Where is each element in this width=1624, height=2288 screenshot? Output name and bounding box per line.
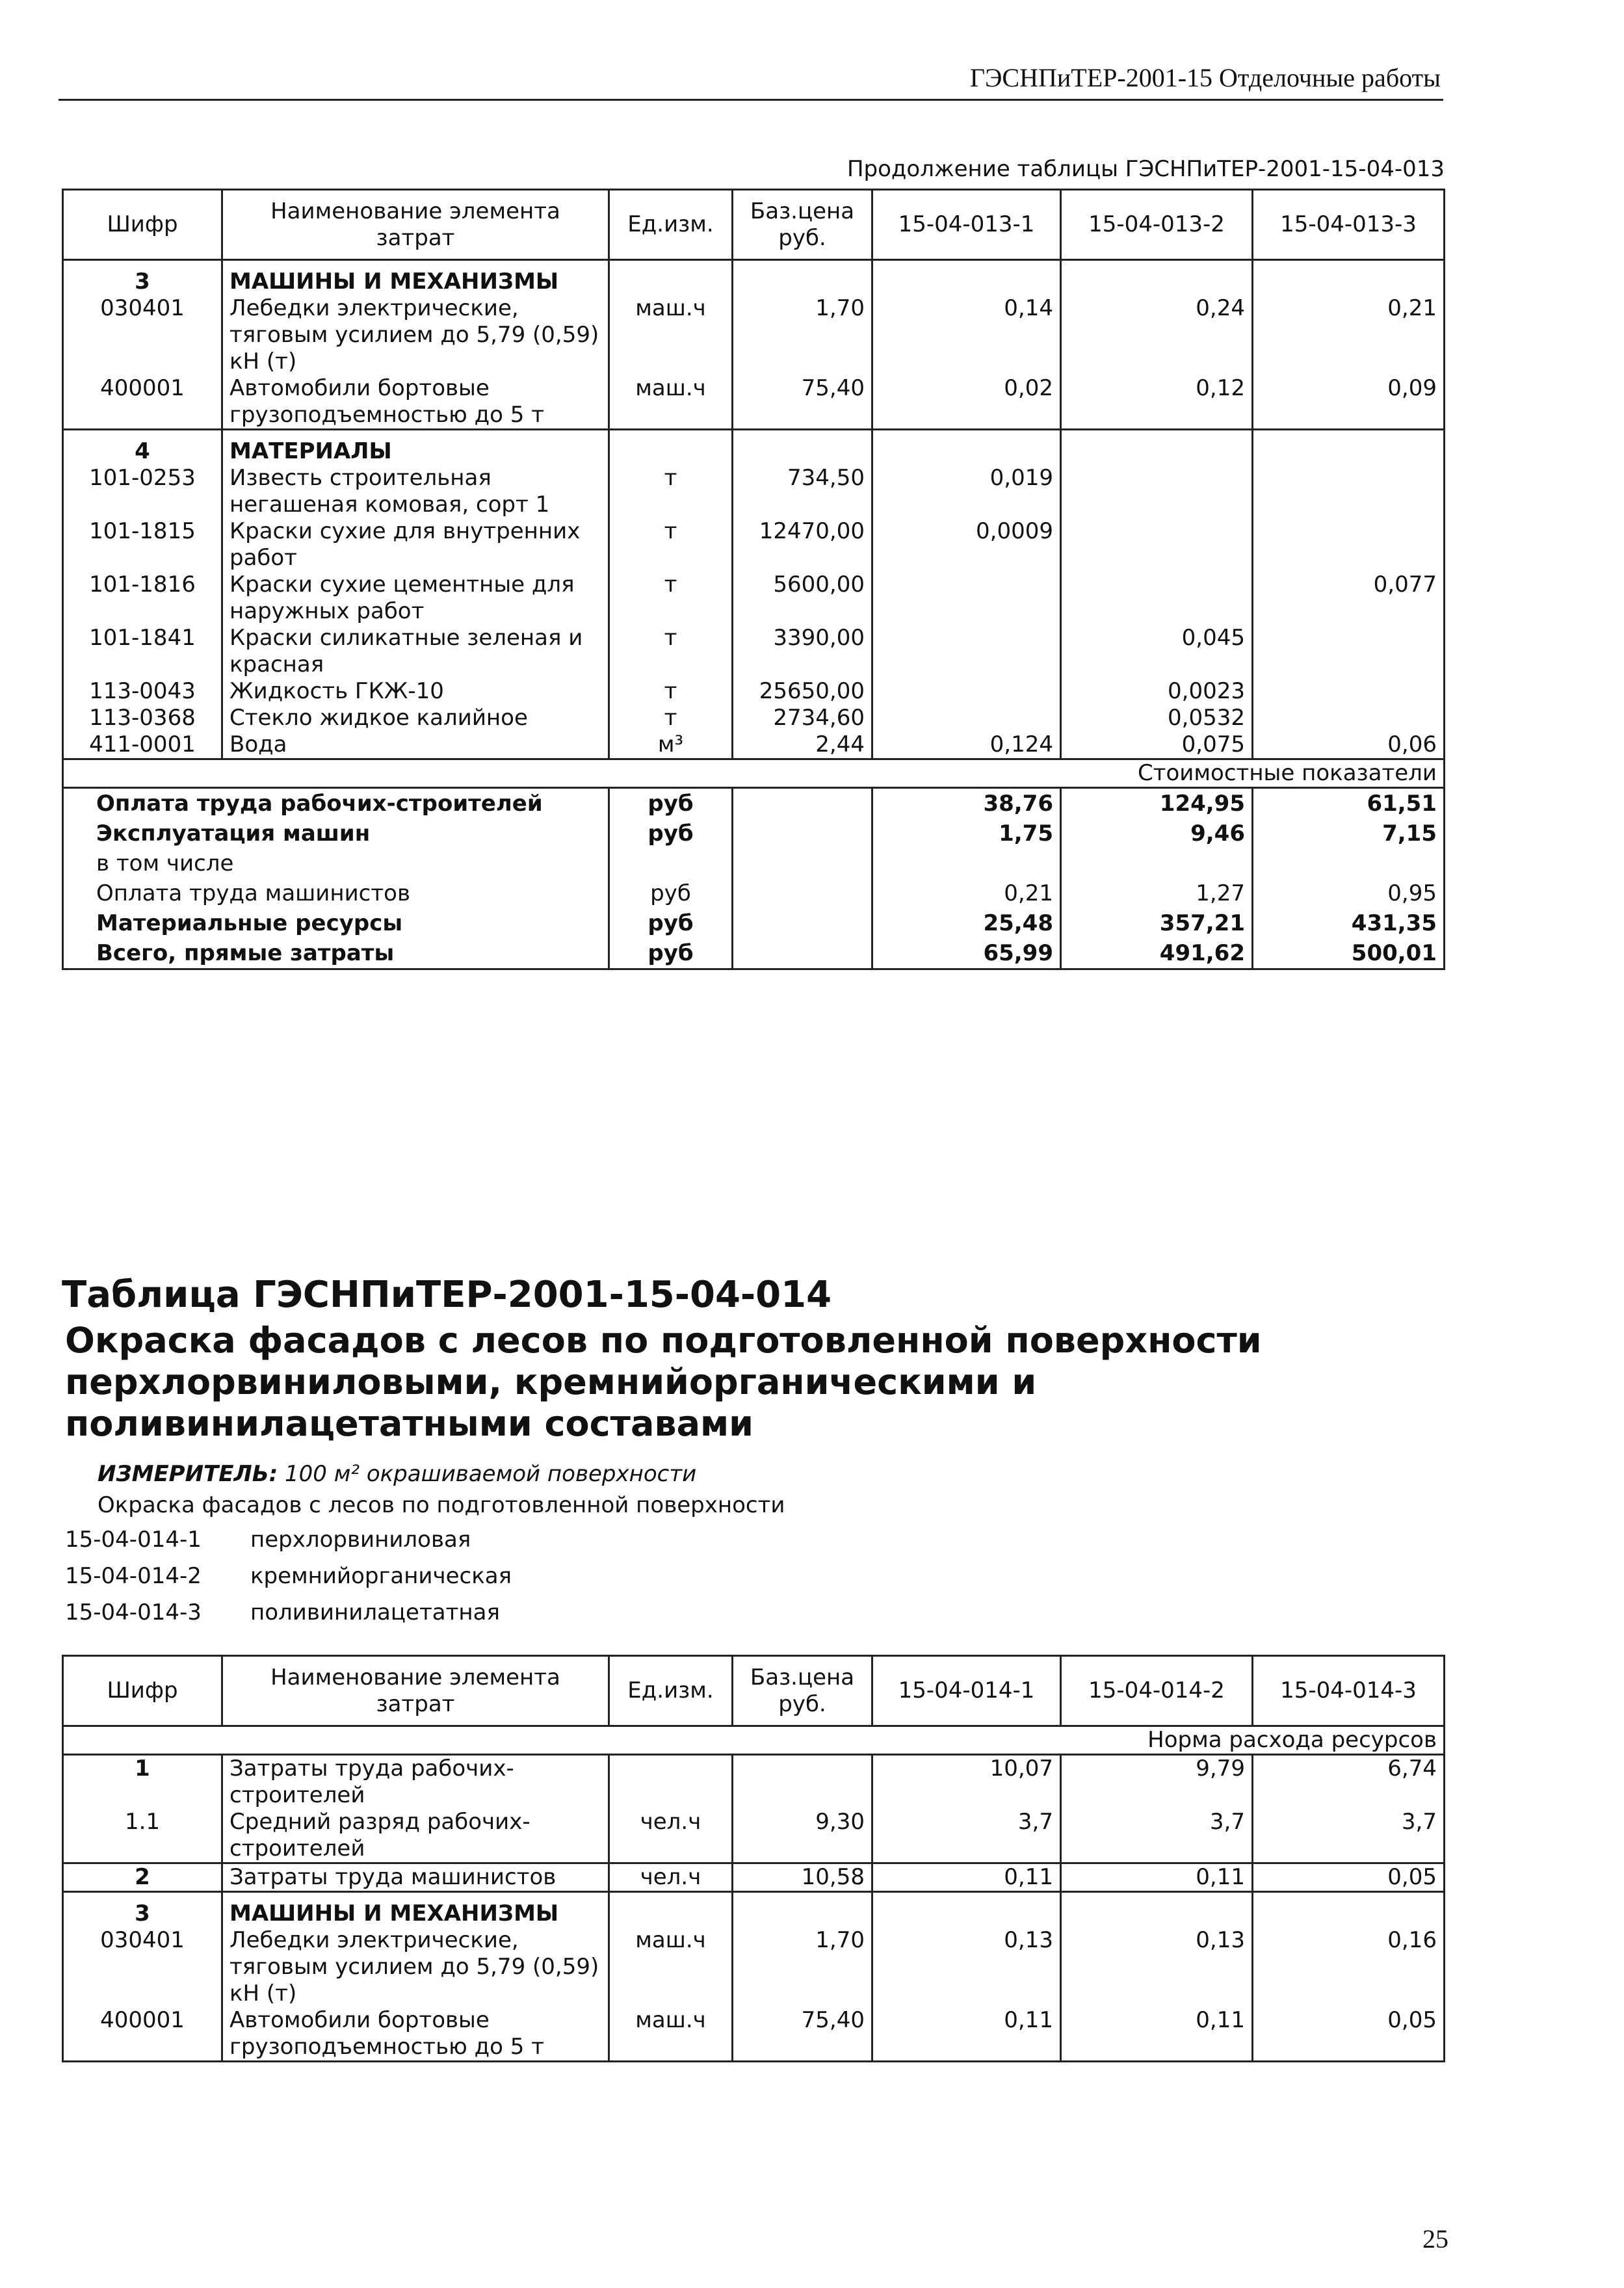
row-value: 0,045 — [1061, 625, 1253, 678]
row-unit: чел.ч — [609, 1863, 733, 1892]
row-value — [1061, 430, 1253, 466]
row-value: 10,07 — [872, 1755, 1061, 1809]
row-value: 0,09 — [1253, 375, 1445, 430]
code-item — [65, 1521, 512, 1558]
table-row — [63, 1755, 1445, 1809]
row-price: 25650,00 — [733, 678, 872, 705]
row-code: 030401 — [63, 1927, 222, 2007]
cost-price — [733, 908, 872, 938]
cost-value: 61,51 — [1253, 788, 1445, 819]
column-header: 15-04-014-3 — [1253, 1656, 1445, 1726]
row-value — [1253, 1892, 1445, 1928]
page-number: 25 — [1422, 2224, 1448, 2254]
cost-row — [63, 878, 1445, 908]
measure-value: 100 м² окрашиваемой поверхности — [285, 1461, 697, 1487]
code-item — [65, 1558, 512, 1594]
row-unit — [609, 430, 733, 466]
column-header: Баз.цена руб. — [733, 190, 872, 260]
cost-price — [733, 878, 872, 908]
row-name: Жидкость ГКЖ-10 — [222, 678, 609, 705]
column-header: 15-04-013-3 — [1253, 190, 1445, 260]
row-unit: т — [609, 572, 733, 625]
cost-value: 0,21 — [872, 878, 1061, 908]
resource-table-014 — [62, 1655, 1445, 2062]
row-name: Вода — [222, 731, 609, 759]
row-unit: маш.ч — [609, 1927, 733, 2007]
row-name: Лебедки электрические, тяговым усилием до 5,79 (0,59) кН (т) — [222, 295, 609, 375]
table-subtitle: Окраска фасадов с лесов по подготовленной поверхности перхлорвиниловыми, кремнийорганическими и поливинилацетатными составами — [65, 1320, 1262, 1444]
cost-name: Эксплуатация машин — [63, 819, 609, 848]
row-unit: чел.ч — [609, 1809, 733, 1863]
cost-price — [733, 848, 872, 878]
row-price: 10,58 — [733, 1863, 872, 1892]
row-unit: т — [609, 678, 733, 705]
row-code: 101-0253 — [63, 465, 222, 518]
row-value — [1061, 1892, 1253, 1928]
cost-name: Материальные ресурсы — [63, 908, 609, 938]
row-unit — [609, 1892, 733, 1928]
row-value: 0,12 — [1061, 375, 1253, 430]
row-unit: маш.ч — [609, 2007, 733, 2062]
cost-row — [63, 908, 1445, 938]
column-header: Шифр — [63, 1656, 222, 1726]
row-price — [733, 430, 872, 466]
cost-value: 9,46 — [1061, 819, 1253, 848]
cost-row — [63, 848, 1445, 878]
section-row — [63, 260, 1445, 296]
table-header-row — [63, 1656, 1445, 1726]
table-row — [63, 1927, 1445, 2007]
row-price: 734,50 — [733, 465, 872, 518]
row-name: Затраты труда машинистов — [222, 1863, 609, 1892]
row-value: 0,0532 — [1061, 705, 1253, 731]
row-code: 1 — [63, 1755, 222, 1809]
row-unit: т — [609, 705, 733, 731]
row-value: 3,7 — [1253, 1809, 1445, 1863]
row-value — [1061, 572, 1253, 625]
row-value — [872, 678, 1061, 705]
table-header-row — [63, 190, 1445, 260]
row-price: 1,70 — [733, 1927, 872, 2007]
table-row — [63, 625, 1445, 678]
row-value: 0,0009 — [872, 518, 1061, 572]
cost-value — [1253, 848, 1445, 878]
row-value: 3,7 — [872, 1809, 1061, 1863]
row-value: 0,13 — [1061, 1927, 1253, 2007]
row-name: МАШИНЫ И МЕХАНИЗМЫ — [222, 1892, 609, 1928]
table-continuation-caption: Продолжение таблицы ГЭСНПиТЕР-2001-15-04-013 — [846, 156, 1445, 182]
column-header: Наименование элемента затрат — [222, 190, 609, 260]
row-code: 113-0043 — [63, 678, 222, 705]
section-row — [63, 1892, 1445, 1928]
cost-value: 65,99 — [872, 938, 1061, 969]
cost-name: Всего, прямые затраты — [63, 938, 609, 969]
column-header: 15-04-014-1 — [872, 1656, 1061, 1726]
table-row — [63, 572, 1445, 625]
table-row — [63, 465, 1445, 518]
row-code: 3 — [63, 260, 222, 296]
row-code: 400001 — [63, 375, 222, 430]
cost-row — [63, 819, 1445, 848]
table-row — [63, 375, 1445, 430]
table-row — [63, 2007, 1445, 2062]
row-name: Затраты труда рабочих-строителей — [222, 1755, 609, 1809]
measure-label: ИЗМЕРИТЕЛЬ: — [98, 1461, 278, 1487]
row-unit: т — [609, 518, 733, 572]
norm-header: Норма расхода ресурсов — [63, 1726, 1445, 1755]
cost-value: 357,21 — [1061, 908, 1253, 938]
row-name: Краски силикатные зеленая и красная — [222, 625, 609, 678]
row-value — [1253, 625, 1445, 678]
column-header: 15-04-014-2 — [1061, 1656, 1253, 1726]
code-text: кремнийорганическая — [250, 1563, 512, 1589]
code-number: 15-04-014-3 — [65, 1599, 202, 1625]
table-row — [63, 518, 1445, 572]
row-value: 6,74 — [1253, 1755, 1445, 1809]
table-row — [63, 1863, 1445, 1892]
row-unit: т — [609, 465, 733, 518]
cost-value: 1,75 — [872, 819, 1061, 848]
row-name: Краски сухие для внутренних работ — [222, 518, 609, 572]
table-row — [63, 705, 1445, 731]
row-unit: м³ — [609, 731, 733, 759]
row-value — [1253, 705, 1445, 731]
cost-header: Стоимостные показатели — [63, 759, 1445, 788]
row-value: 0,124 — [872, 731, 1061, 759]
cost-row — [63, 938, 1445, 969]
row-unit — [609, 260, 733, 296]
cost-price — [733, 819, 872, 848]
row-price: 75,40 — [733, 2007, 872, 2062]
row-unit — [609, 1755, 733, 1809]
row-value: 0,24 — [1061, 295, 1253, 375]
cost-value — [1061, 848, 1253, 878]
row-value — [872, 572, 1061, 625]
row-unit: маш.ч — [609, 295, 733, 375]
row-code: 030401 — [63, 295, 222, 375]
cost-value — [872, 848, 1061, 878]
row-value: 0,077 — [1253, 572, 1445, 625]
row-value — [1061, 518, 1253, 572]
cost-unit: руб — [609, 938, 733, 969]
row-value — [1253, 465, 1445, 518]
row-value — [872, 705, 1061, 731]
row-value: 0,11 — [872, 1863, 1061, 1892]
work-description: Окраска фасадов с лесов по подготовленной поверхности — [98, 1492, 785, 1518]
row-price — [733, 1755, 872, 1809]
code-item — [65, 1594, 512, 1631]
cost-value: 0,95 — [1253, 878, 1445, 908]
row-value: 0,11 — [1061, 2007, 1253, 2062]
row-value: 3,7 — [1061, 1809, 1253, 1863]
row-unit: маш.ч — [609, 375, 733, 430]
row-price: 3390,00 — [733, 625, 872, 678]
row-price — [733, 260, 872, 296]
row-code: 411-0001 — [63, 731, 222, 759]
row-price: 75,40 — [733, 375, 872, 430]
row-value: 0,11 — [872, 2007, 1061, 2062]
cost-value: 7,15 — [1253, 819, 1445, 848]
column-header: Баз.цена руб. — [733, 1656, 872, 1726]
row-value: 9,79 — [1061, 1755, 1253, 1809]
row-value — [872, 430, 1061, 466]
row-name: Стекло жидкое калийное — [222, 705, 609, 731]
column-header: 15-04-013-2 — [1061, 190, 1253, 260]
running-title: ГЭСНПиТЕР-2001-15 Отделочные работы — [969, 63, 1441, 92]
row-code: 113-0368 — [63, 705, 222, 731]
row-code: 101-1816 — [63, 572, 222, 625]
row-value: 0,13 — [872, 1927, 1061, 2007]
row-value: 0,21 — [1253, 295, 1445, 375]
measure-line — [98, 1461, 696, 1487]
cost-price — [733, 788, 872, 819]
row-price: 2,44 — [733, 731, 872, 759]
row-price — [733, 1892, 872, 1928]
row-name: Лебедки электрические, тяговым усилием до 5,79 (0,59) кН (т) — [222, 1927, 609, 2007]
row-value: 0,075 — [1061, 731, 1253, 759]
cost-value: 491,62 — [1061, 938, 1253, 969]
row-name: Автомобили бортовые грузоподъемностью до 5 т — [222, 2007, 609, 2062]
row-code: 2 — [63, 1863, 222, 1892]
row-code: 400001 — [63, 2007, 222, 2062]
row-value — [872, 625, 1061, 678]
cost-price — [733, 938, 872, 969]
row-name: Средний разряд рабочих-строителей — [222, 1809, 609, 1863]
code-text: поливинилацетатная — [250, 1599, 500, 1625]
row-price: 1,70 — [733, 295, 872, 375]
row-code: 101-1815 — [63, 518, 222, 572]
row-value — [1253, 430, 1445, 466]
row-value: 0,14 — [872, 295, 1061, 375]
norm-header-row — [63, 1726, 1445, 1755]
row-value — [1061, 260, 1253, 296]
cost-unit: руб — [609, 878, 733, 908]
table-title: Таблица ГЭСНПиТЕР-2001-15-04-014 — [62, 1274, 832, 1316]
row-value — [872, 260, 1061, 296]
code-number: 15-04-014-1 — [65, 1527, 202, 1553]
cost-name: Оплата труда машинистов — [63, 878, 609, 908]
cost-unit: руб — [609, 908, 733, 938]
row-price: 9,30 — [733, 1809, 872, 1863]
code-text: перхлорвиниловая — [250, 1527, 471, 1553]
cost-unit — [609, 848, 733, 878]
row-code: 3 — [63, 1892, 222, 1928]
cost-value: 500,01 — [1253, 938, 1445, 969]
cost-value: 1,27 — [1061, 878, 1253, 908]
row-value — [1253, 518, 1445, 572]
row-name: МАШИНЫ И МЕХАНИЗМЫ — [222, 260, 609, 296]
cost-name: в том числе — [63, 848, 609, 878]
cost-value: 124,95 — [1061, 788, 1253, 819]
code-list — [65, 1521, 512, 1631]
row-code: 101-1841 — [63, 625, 222, 678]
cost-value: 38,76 — [872, 788, 1061, 819]
row-value: 0,019 — [872, 465, 1061, 518]
cost-unit: руб — [609, 819, 733, 848]
row-price: 12470,00 — [733, 518, 872, 572]
table-row — [63, 731, 1445, 759]
row-value — [1253, 260, 1445, 296]
row-value: 0,05 — [1253, 1863, 1445, 1892]
cost-value: 25,48 — [872, 908, 1061, 938]
row-price: 5600,00 — [733, 572, 872, 625]
row-unit: т — [609, 625, 733, 678]
table-row — [63, 1809, 1445, 1863]
table-row — [63, 678, 1445, 705]
row-price: 2734,60 — [733, 705, 872, 731]
row-value — [1253, 678, 1445, 705]
cost-name: Оплата труда рабочих-строителей — [63, 788, 609, 819]
column-header: 15-04-013-1 — [872, 190, 1061, 260]
cost-value: 431,35 — [1253, 908, 1445, 938]
code-number: 15-04-014-2 — [65, 1563, 202, 1589]
row-name: Известь строительная негашеная комовая, сорт 1 — [222, 465, 609, 518]
running-header — [59, 60, 1443, 101]
cost-unit: руб — [609, 788, 733, 819]
row-value — [872, 1892, 1061, 1928]
row-value: 0,16 — [1253, 1927, 1445, 2007]
resource-table-013 — [62, 189, 1445, 970]
cost-row — [63, 788, 1445, 819]
row-name: МАТЕРИАЛЫ — [222, 430, 609, 466]
column-header: Наименование элемента затрат — [222, 1656, 609, 1726]
row-code: 1.1 — [63, 1809, 222, 1863]
row-value — [1061, 465, 1253, 518]
row-name: Краски сухие цементные для наружных работ — [222, 572, 609, 625]
row-value: 0,06 — [1253, 731, 1445, 759]
row-value: 0,05 — [1253, 2007, 1445, 2062]
column-header: Ед.изм. — [609, 190, 733, 260]
column-header: Ед.изм. — [609, 1656, 733, 1726]
column-header: Шифр — [63, 190, 222, 260]
cost-header-row — [63, 759, 1445, 788]
section-row — [63, 430, 1445, 466]
row-value: 0,02 — [872, 375, 1061, 430]
row-value: 0,0023 — [1061, 678, 1253, 705]
row-name: Автомобили бортовые грузоподъемностью до 5 т — [222, 375, 609, 430]
row-code: 4 — [63, 430, 222, 466]
row-value: 0,11 — [1061, 1863, 1253, 1892]
table-row — [63, 295, 1445, 375]
